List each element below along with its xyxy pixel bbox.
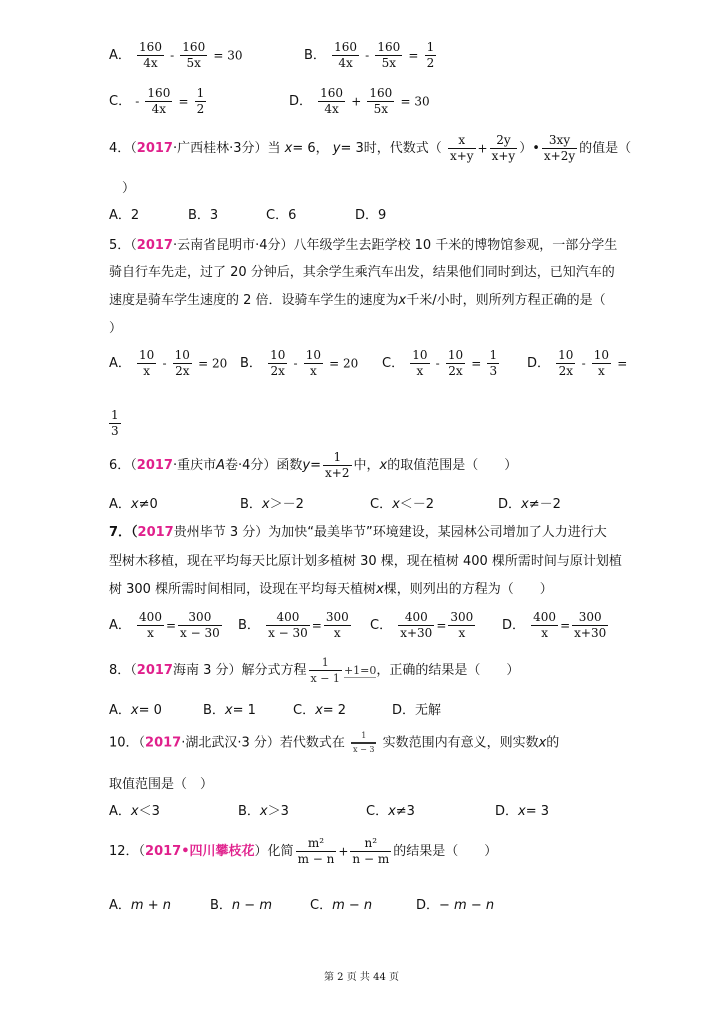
q4-option-d: D．9 [355,208,387,223]
q7-stem: 7．（2017贵州毕节 3 分）为加快“最美毕节”环境建设，某园林公司增加了人力进行大 [109,525,607,540]
q5-stem-line3: 速度是骑车学生速度的 2 倍．设骑车学生的速度为x千米/小时，则所列方程正确的是（ [109,293,606,308]
q10-option-d: D．x= 3 [495,804,550,819]
q4-option-a: A．2 [109,208,140,223]
q6-option-a: A．x≠0 [109,497,158,512]
q5-option-b: B． $\frac{10}{2x}$ - $\frac{10}{x}$ = 20 [240,348,359,378]
q10-option-b: B．x＞3 [238,804,289,819]
q3-option-b: B． $\frac{160}{4x}$ - $\frac{160}{5x}$ = $\frac{1}{2}$ [304,40,435,70]
q7-stem-line3: 树 300 棵所需时间相同，设现在平均每天植树x棵，则列出的方程为（ ） [109,582,553,597]
q6-option-d: D．x≠－2 [498,497,561,512]
q6-stem: 6．（2017·重庆市A卷·4分）函数y= $\frac{1}{x+2}$ 中，x的取值范围是（ ） [109,450,518,480]
q3-option-a: A． $\frac{160}{4x}$ - $\frac{160}{5x}$ = 30 [109,40,243,70]
q12-option-c: C．m − n [310,898,373,913]
q3-option-c: C． - $\frac{160}{4x}$ = $\frac{1}{2}$ [109,86,205,116]
q5-stem-line4: ） [109,321,123,336]
q12-option-a: A．m + n [109,898,171,913]
q7-stem-line2: 型树木移植，现在平均每天比原计划多植树 30 棵，现在植树 400 棵所需时间与原计划植 [109,554,622,569]
q5-option-d: D． $\frac{10}{2x}$ - $\frac{10}{x}$ = [527,348,628,378]
q7-option-c: C． $\frac{400}{x+30}$ = $\frac{300}{x}$ [370,610,474,640]
q4-option-b: B．3 [188,208,219,223]
q8-option-b: B．x= 1 [203,703,256,718]
q10-option-a: A．x＜3 [109,804,160,819]
q5-option-d-rhs: $\frac{1}{3}$ [111,408,119,438]
q10-stem: 10．（2017·湖北武汉·3 分）若代数式在 $\frac{1}{x - 3}$ 实数范围内有意义，则实数x的 [109,731,560,754]
q8-option-a: A．x= 0 [109,703,162,718]
q5-option-c: C． $\frac{10}{x}$ - $\frac{10}{2x}$ = $\frac{1}{3}$ [382,348,498,378]
q12-option-b: B．n − m [210,898,272,913]
q4-stem: 4．（2017·广西桂林·3分）当 x= 6， y= 3时，代数式（ $\frac{x}{x+y}$ + $\frac{2y}{x+y}$ ）• $\frac{3xy}{x+2y}$ 的值是（ [109,133,632,163]
q8-stem: 8．（2017海南 3 分）解分式方程 $\frac{1}{x - 1}$ +1=0，正确的结果是（ ） [109,656,520,685]
q5-option-a: A． $\frac{10}{x}$ - $\frac{10}{2x}$ = 20 [109,348,228,378]
q4-stem-cont: ） [122,181,136,196]
q10-option-c: C．x≠3 [366,804,415,819]
q6-option-b: B．x＞－2 [240,497,304,512]
q7-option-d: D． $\frac{400}{x}$ = $\frac{300}{x+30}$ [502,610,607,640]
q4-option-c: C．6 [266,208,297,223]
q8-option-d: D．无解 [392,703,442,718]
q7-option-b: B． $\frac{400}{x - 30}$ = $\frac{300}{x}$ [238,610,349,640]
q7-option-a: A． $\frac{400}{x}$ = $\frac{300}{x - 30}$ [109,610,220,640]
q10-stem-line2: 取值范围是（ ） [109,777,214,792]
q12-stem: 12．（2017•四川攀枝花）化简 $\frac{\text{m²}}{m - n}$ + $\frac{\text{n²}}{n - m}$ 的结果是（ ） [109,836,498,866]
q8-option-c: C．x= 2 [293,703,347,718]
q3-option-d: D． $\frac{160}{4x}$ + $\frac{160}{5x}$ = 30 [289,86,430,116]
q12-option-d: D．− m − n [416,898,495,913]
q6-option-c: C．x＜－2 [370,497,435,512]
q5-stem: 5．（2017·云南省昆明市·4分）八年级学生去距学校 10 千米的博物馆参观，一部分学生 [109,238,618,253]
page-footer: 第 2 页 共 44 页 [324,972,399,983]
q5-stem-line2: 骑自行车先走，过了 20 分钟后，其余学生乘汽车出发，结果他们同时到达，已知汽车的 [109,265,615,280]
